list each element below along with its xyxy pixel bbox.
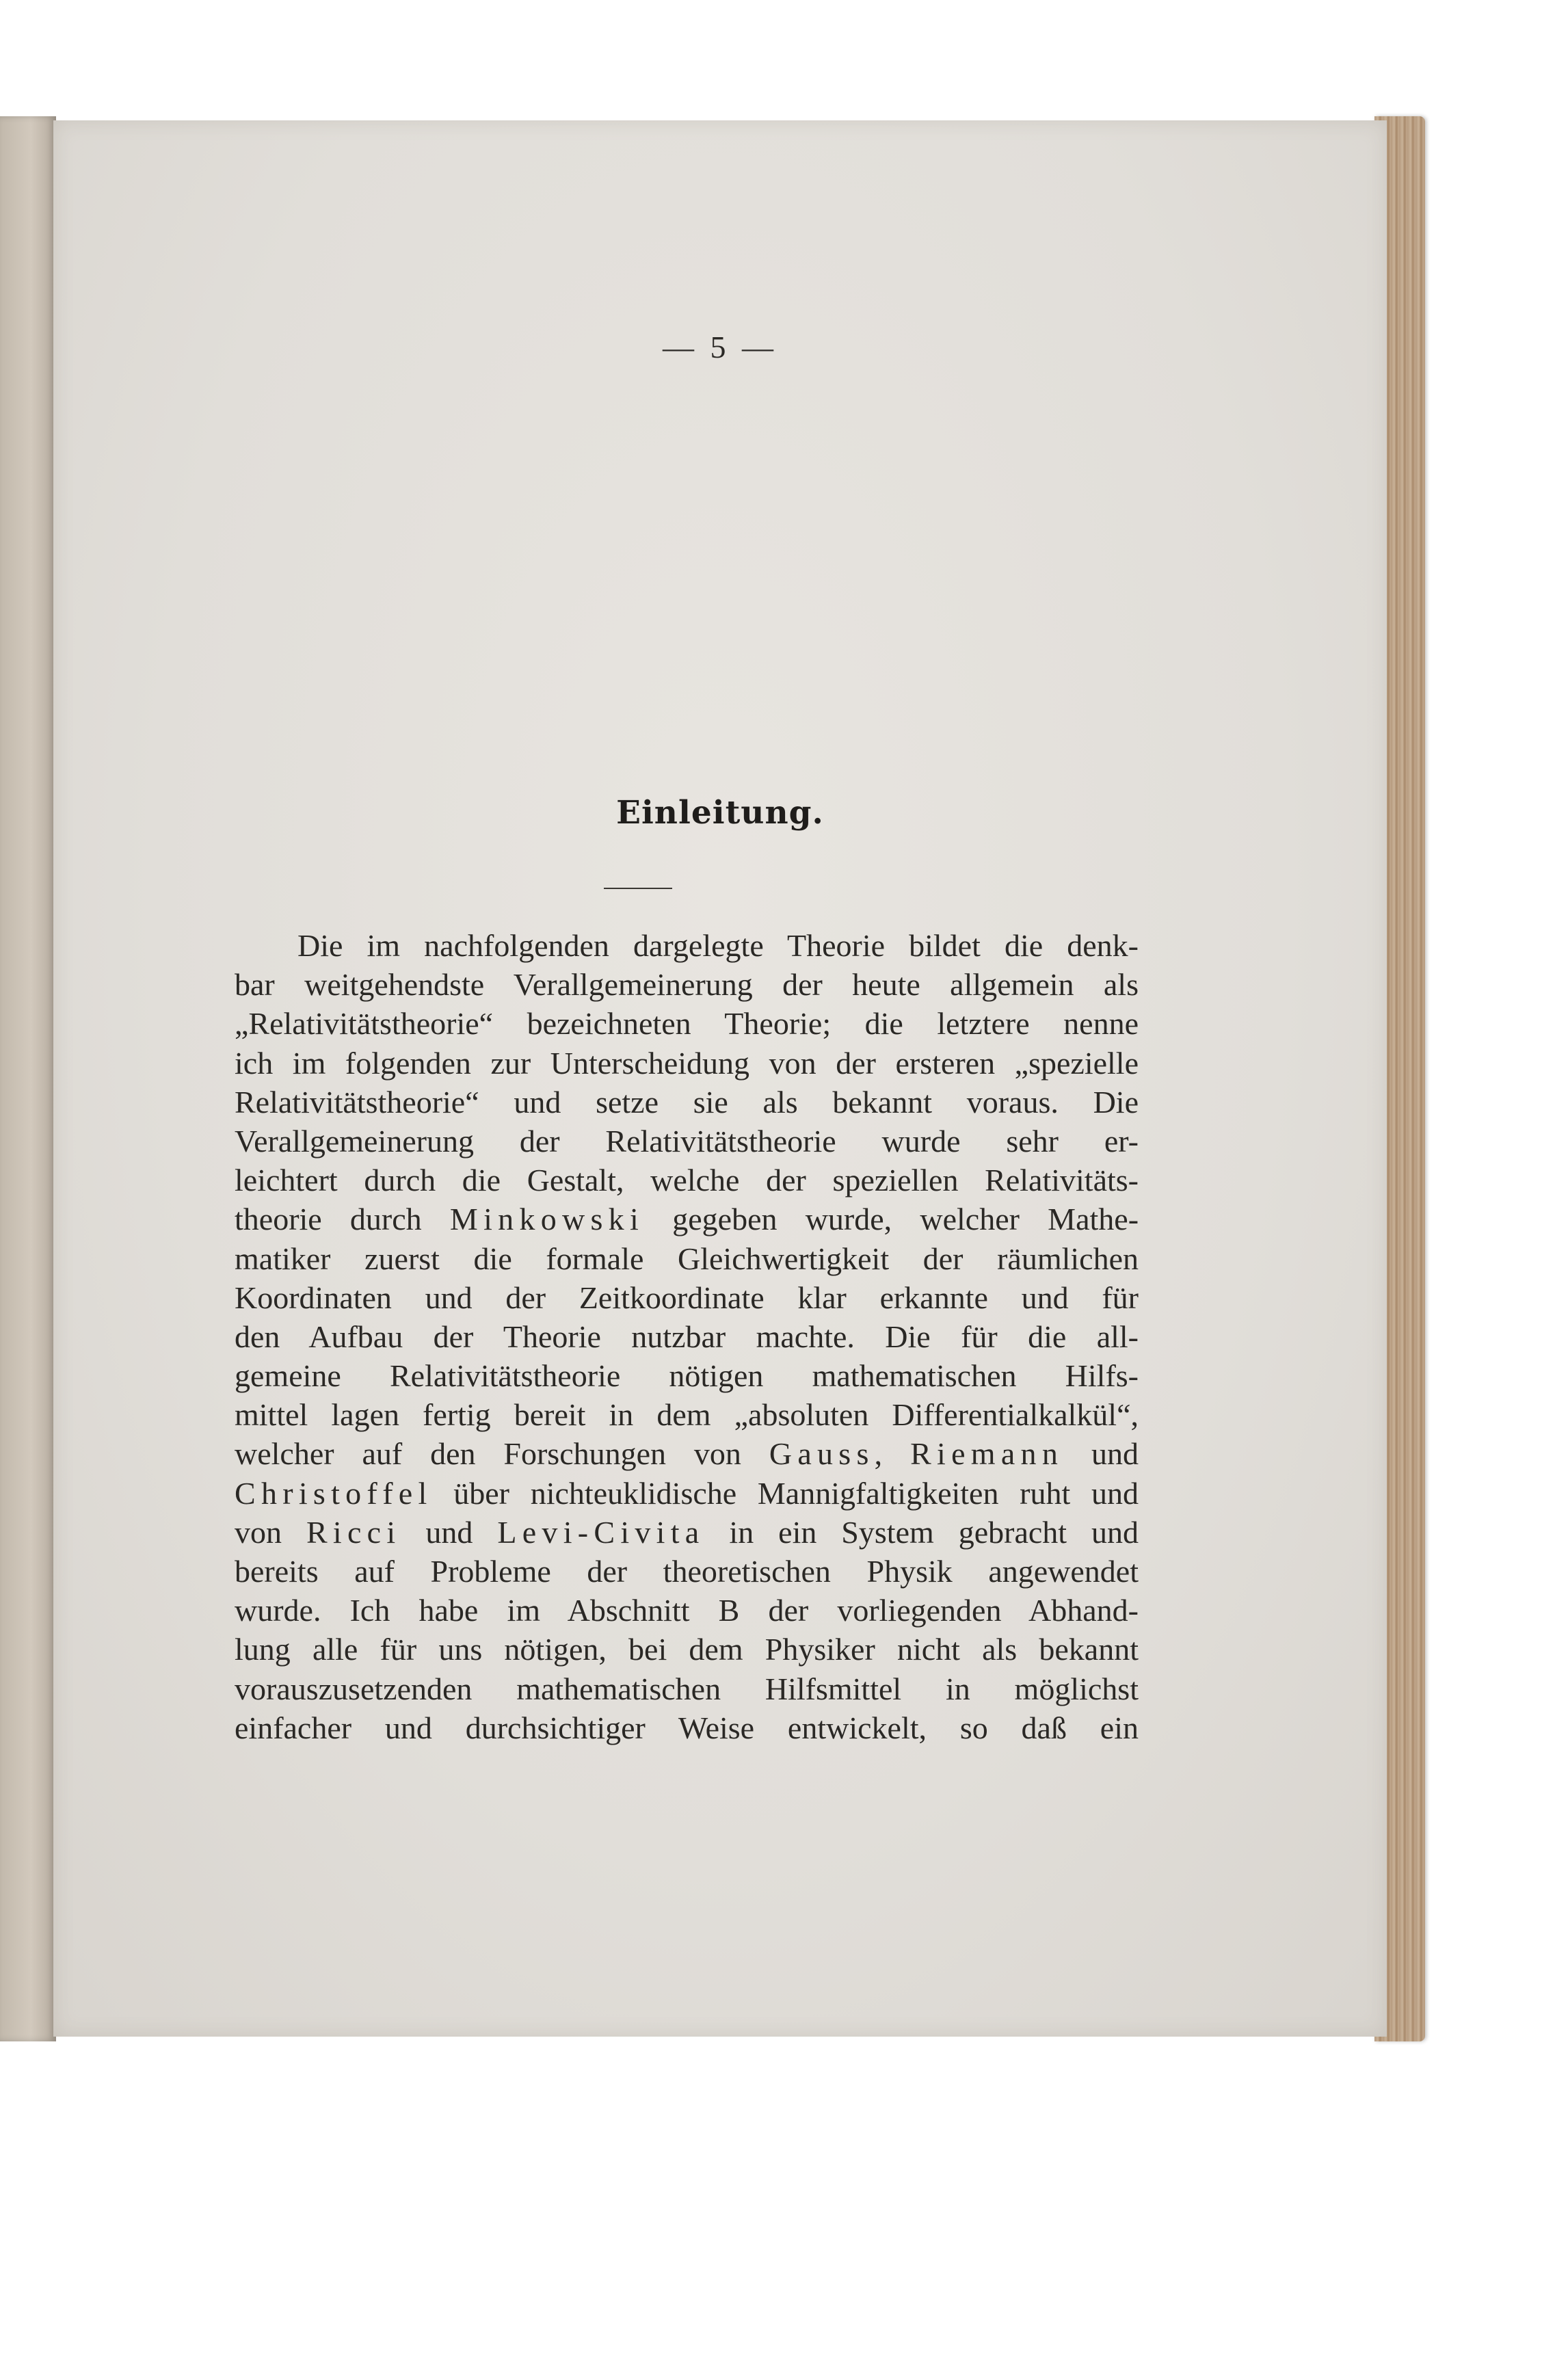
text-line <box>235 965 1139 1004</box>
book-page <box>53 120 1387 2037</box>
text-segment: in ein System gebracht und <box>704 1514 1139 1550</box>
heading-rule <box>604 888 672 889</box>
text-segment: und <box>401 1514 498 1550</box>
text-line <box>235 926 1139 965</box>
text-line <box>235 1669 1139 1708</box>
text-segment: bereits auf Probleme der theoretischen Physik angewendet <box>235 1554 1139 1589</box>
section-heading: Einleitung. <box>616 794 824 832</box>
text-segment: Koordinaten und der Zeitkoordinate klar erkannte und für <box>235 1280 1139 1315</box>
text-line <box>235 1317 1139 1356</box>
text-line <box>235 1708 1139 1747</box>
text-segment: bar weitgehendste Verallgemeinerung der heute allgemein als <box>235 967 1139 1003</box>
text-segment: theorie durch <box>235 1202 450 1237</box>
text-line <box>235 1395 1139 1434</box>
text-line <box>235 1161 1139 1200</box>
text-line <box>235 1044 1139 1083</box>
text-segment: leichtert durch die Gestalt, welche der speziellen Relativitäts- <box>235 1163 1139 1198</box>
facing-page-edge <box>0 116 56 2041</box>
text-line <box>235 1239 1139 1278</box>
text-line <box>235 1513 1139 1552</box>
text-segment: gegeben wurde, welcher Mathe- <box>644 1202 1139 1237</box>
text-line <box>235 1591 1139 1630</box>
text-segment: mittel lagen fertig bereit in dem „absoluten Differentialkalkül“, <box>235 1397 1139 1433</box>
text-segment: einfacher und durchsichtiger Weise entwickelt, so daß ein <box>235 1710 1139 1745</box>
text-segment: gemeine Relativitätstheorie nötigen mathematischen Hilfs- <box>235 1358 1139 1394</box>
text-line <box>235 1200 1139 1239</box>
text-segment: wurde. Ich habe im Abschnitt B der vorliegenden Abhand- <box>235 1593 1139 1628</box>
spaced-name: Minkowski <box>449 1202 645 1237</box>
text-segment: ich im folgenden zur Unterscheidung von der ersteren „spezielle <box>235 1045 1139 1081</box>
text-segment: Die im nachfolgenden dargelegte Theorie bildet die denk- <box>297 928 1139 963</box>
text-line <box>235 1356 1139 1395</box>
text-line <box>235 1434 1139 1473</box>
spaced-name: Ricci <box>306 1514 401 1550</box>
page-number: — 5 — <box>663 330 778 365</box>
text-segment: , <box>874 1436 911 1472</box>
text-segment: Verallgemeinerung der Relativitätstheorie wurde sehr er- <box>235 1123 1139 1159</box>
text-segment: matiker zuerst die formale Gleichwertigkeit der räumlichen <box>235 1241 1139 1276</box>
text-line <box>235 1083 1139 1122</box>
body-paragraph <box>235 926 1139 1747</box>
text-segment: Relativitätstheorie“ und setze sie als bekannt voraus. Die <box>235 1084 1139 1120</box>
text-segment: vorauszusetzenden mathematischen Hilfsmittel in möglichst <box>235 1671 1139 1706</box>
spaced-name: Christoffel <box>235 1475 433 1511</box>
text-segment: von <box>235 1514 306 1550</box>
spaced-name: Levi-Civita <box>497 1514 705 1550</box>
spaced-name: Riemann <box>910 1436 1064 1472</box>
text-line <box>235 1474 1139 1513</box>
text-segment: welcher auf den Forschungen von <box>235 1436 769 1472</box>
text-line <box>235 1122 1139 1161</box>
text-segment: über nichteuklidische Mannigfaltigkeiten ruht und <box>432 1475 1139 1511</box>
text-line <box>235 1552 1139 1591</box>
text-segment: „Relativitätstheorie“ bezeichneten Theorie; die letztere nenne <box>235 1006 1139 1042</box>
text-line <box>235 1630 1139 1669</box>
text-segment: den Aufbau der Theorie nutzbar machte. Die für die all- <box>235 1319 1139 1354</box>
text-segment: lung alle für uns nötigen, bei dem Physiker nicht als bekannt <box>235 1632 1139 1667</box>
text-segment: und <box>1063 1436 1139 1472</box>
text-line <box>235 1004 1139 1043</box>
text-line <box>235 1278 1139 1317</box>
spaced-name: Gauss <box>769 1436 875 1472</box>
